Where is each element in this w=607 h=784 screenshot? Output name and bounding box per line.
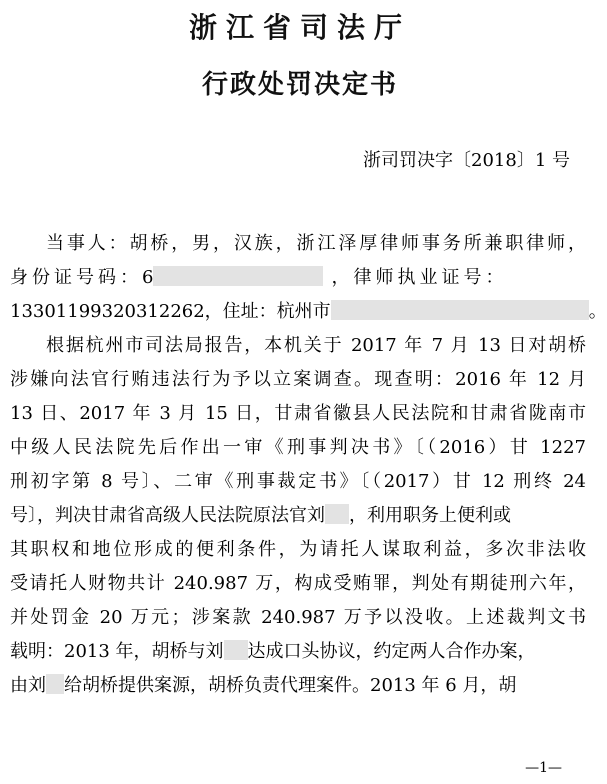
text-line: 13301199320312262，住址：杭州市 。 [10, 301, 607, 322]
redacted-name [46, 674, 64, 694]
text-line: 其职权和地位形成的便利条件，为请托人谋取利益，多次非法收 [10, 539, 586, 560]
text-line: 刑初字第 8 号〕、二审《刑事裁定书》〔（2017）甘 12 刑终 24 [10, 471, 586, 492]
document-number: 浙司罚决字〔2018〕1 号 [363, 150, 570, 171]
redacted-id-number [153, 266, 323, 286]
document-title: 行政处罚决定书 [201, 70, 398, 100]
text-line: 涉嫌向法官行贿违法行为予以立案调查。现查明：2016 年 12 月 [10, 369, 586, 390]
text-line: 身份证号码：6 ，律师执业证号： [10, 267, 508, 288]
text-line: 当事人：胡桥，男，汉族，浙江泽厚律师事务所兼职律师， [46, 233, 586, 254]
text-line: 并处罚金 20 万元；涉案款 240.987 万予以没收。上述裁判文书 [10, 607, 586, 628]
page-number: —1— [525, 760, 562, 776]
text-line: 受请托人财物共计 240.987 万，构成受贿罪，判处有期徒刑六年， [10, 573, 586, 594]
text-line: 中级人民法院先后作出一审《刑事判决书》〔（2016）甘 1227 [10, 437, 586, 458]
text-line: 载明：2013 年，胡桥与刘 达成口头协议，约定两人合作办案， [10, 641, 536, 662]
text-line: 由刘 给胡桥提供案源，胡桥负责代理案件。2013 年 6 月，胡 [10, 675, 517, 696]
text-line: 13 日、2017 年 3 月 15 日，甘肃省徽县人民法院和甘肃省陇南市 [10, 403, 586, 424]
text-line: 号〕，判决甘肃省高级人民法院原法官刘 ，利用职务上便利或 [10, 505, 511, 526]
redacted-name [325, 504, 349, 524]
issuing-organization: 浙江省司法厅 [188, 11, 411, 44]
redacted-address [331, 300, 589, 320]
redacted-name [224, 640, 248, 660]
text-line: 根据杭州市司法局报告，本机关于 2017 年 7 月 13 日对胡桥 [46, 335, 586, 356]
